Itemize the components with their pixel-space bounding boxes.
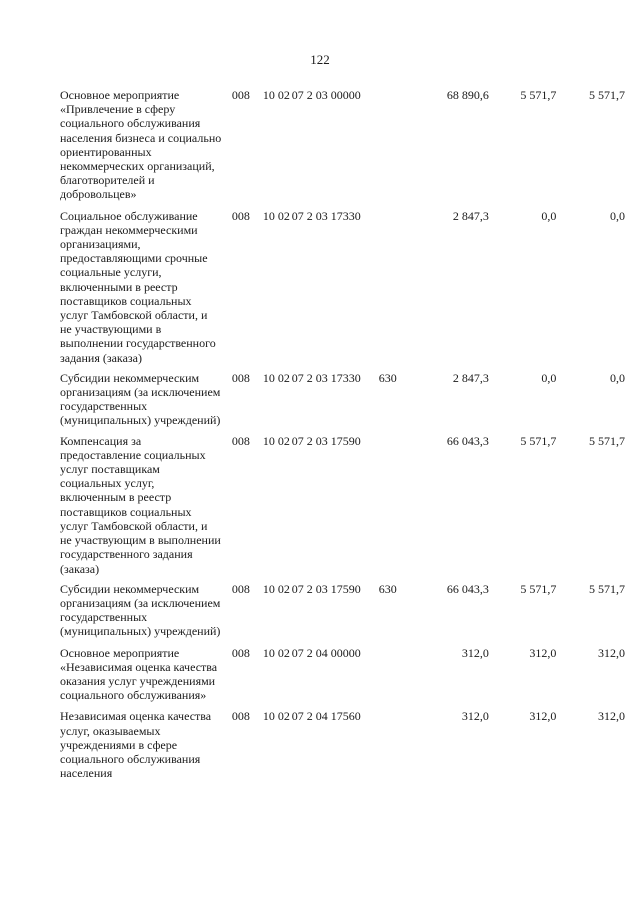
amount-year-2: 312,0 [529, 709, 557, 724]
table-row [60, 434, 625, 576]
amount-year-1: 312,0 [461, 645, 489, 660]
row-description: Компенсация за предоставление социальных услуг поставщикам социальных услуг, включенным в реестр поставщиков социальных услуг Тамбовской области, и не участвующим в выполнении государственного задания (заказа) [60, 433, 221, 576]
page-number: 122 [310, 52, 330, 67]
target-article-code: 07 2 04 00000 [291, 645, 361, 660]
target-article-code: 07 2 03 17330 [291, 370, 361, 385]
expense-type-code: 630 [378, 581, 397, 596]
target-article-code: 07 2 03 17590 [291, 581, 361, 596]
ministry-code: 008 [231, 88, 250, 102]
amount-year-2: 312,0 [529, 645, 557, 660]
table-row [60, 709, 625, 780]
amount-year-1: 66 043,3 [446, 433, 489, 448]
ministry-code: 008 [231, 208, 250, 223]
amount-year-3: 5 571,7 [589, 88, 625, 102]
target-article-code: 07 2 04 17560 [291, 709, 361, 724]
ministry-code: 008 [231, 709, 250, 724]
amount-year-3: 0,0 [610, 208, 625, 223]
amount-year-3: 312,0 [598, 645, 625, 660]
target-article-code: 07 2 03 17590 [291, 433, 361, 448]
amount-year-1: 68 890,6 [446, 88, 489, 102]
amount-year-2: 0,0 [541, 208, 557, 223]
ministry-code: 008 [231, 433, 250, 448]
amount-year-1: 2 847,3 [452, 208, 489, 223]
amount-year-3: 0,0 [610, 370, 625, 385]
section-code: 10 02 [262, 709, 290, 724]
amount-year-3: 5 571,7 [589, 433, 625, 448]
section-code: 10 02 [262, 581, 290, 596]
amount-year-1: 66 043,3 [446, 581, 489, 596]
amount-year-3: 312,0 [598, 709, 625, 724]
row-description: Социальное обслуживание граждан некоммерческими организациями, предоставляющими срочные социальные услуги, включенными в реестр поставщиков социальных услуг Тамбовской области, и не участвующими в выполнении государственного задания (заказа) [60, 208, 216, 365]
amount-year-3: 5 571,7 [589, 581, 625, 596]
ministry-code: 008 [231, 581, 250, 596]
target-article-code: 07 2 03 17330 [291, 208, 361, 223]
amount-year-2: 5 571,7 [520, 581, 557, 596]
table-row [60, 88, 625, 202]
target-article-code: 07 2 03 00000 [291, 88, 361, 102]
amount-year-2: 0,0 [541, 370, 557, 385]
table-row [60, 209, 625, 365]
expense-type-code: 630 [378, 370, 397, 385]
section-code: 10 02 [262, 88, 290, 102]
row-description: Основное мероприятие «Привлечение в сферу социального обслуживания населения бизнеса и социально ориентированных некоммерческих организаций, благотворителей и добровольцев» [60, 88, 222, 202]
amount-year-2: 5 571,7 [520, 88, 557, 102]
amount-year-2: 5 571,7 [520, 433, 557, 448]
table-row [60, 646, 625, 703]
table-row [60, 371, 625, 428]
budget-table [60, 88, 625, 784]
ministry-code: 008 [231, 645, 250, 660]
ministry-code: 008 [231, 370, 250, 385]
section-code: 10 02 [262, 433, 290, 448]
amount-year-1: 2 847,3 [452, 370, 489, 385]
row-description: Субсидии некоммерческим организациям (за исключением государственных (муниципальных) учреждений) [60, 370, 221, 428]
section-code: 10 02 [262, 370, 290, 385]
table-row [60, 582, 625, 639]
row-description: Независимая оценка качества услуг, оказываемых учреждениями в сфере социального обслуживания населения [60, 709, 212, 781]
amount-year-1: 312,0 [461, 709, 489, 724]
row-description: Основное мероприятие «Независимая оценка качества оказания услуг учреждениями социального обслуживания» [60, 645, 218, 703]
row-description: Субсидии некоммерческим организациям (за исключением государственных (муниципальных) учреждений) [60, 581, 221, 639]
section-code: 10 02 [262, 645, 290, 660]
section-code: 10 02 [262, 208, 290, 223]
